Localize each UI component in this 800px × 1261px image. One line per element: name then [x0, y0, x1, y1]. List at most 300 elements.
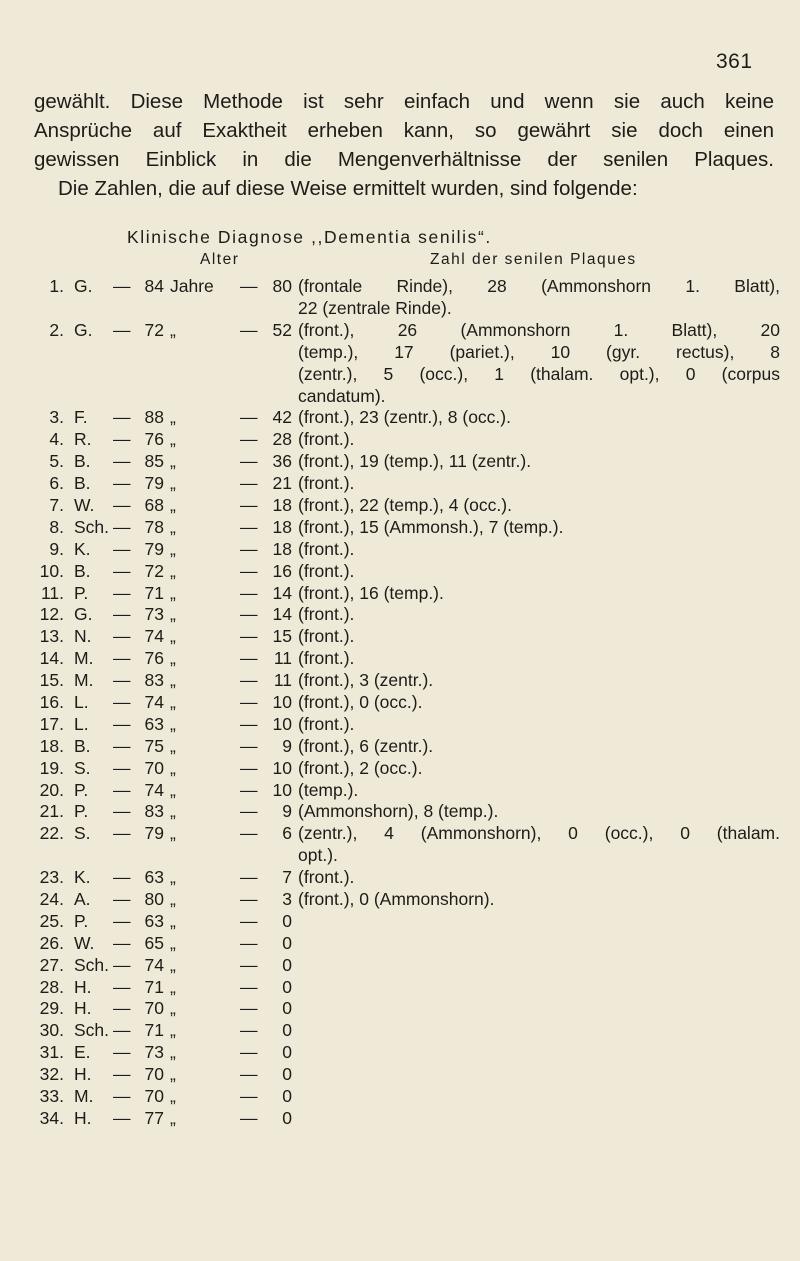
- plaque-count: 16: [272, 560, 292, 581]
- row-number: 20.: [39, 779, 64, 800]
- notes-line: (temp.), 17 (pariet.), 10 (gyr. rectus), 8: [298, 341, 780, 362]
- plaque-location-notes: [298, 320, 780, 408]
- patient-initial: Sch.: [74, 1020, 110, 1041]
- plaque-count: 0: [282, 1086, 292, 1107]
- separator-dash: —: [240, 867, 258, 888]
- plaque-count: 18: [272, 494, 292, 515]
- separator-dash: —: [113, 757, 131, 778]
- row-number: 26.: [39, 932, 64, 953]
- patient-age: 73: [144, 1042, 164, 1063]
- age-column-header: Alter: [200, 251, 240, 268]
- plaque-count: 36: [272, 451, 292, 472]
- plaque-location-notes: [298, 517, 780, 539]
- plaque-location-notes: [298, 670, 780, 692]
- separator-dash: —: [240, 1107, 258, 1128]
- patient-initial: P.: [74, 801, 89, 822]
- plaque-count: 42: [272, 407, 292, 428]
- table-row: [0, 692, 800, 714]
- plaque-location-notes: [298, 539, 780, 561]
- notes-line: (front.).: [298, 626, 355, 647]
- notes-line: 22 (zentrale Rinde).: [298, 297, 452, 318]
- patient-initial: W.: [74, 494, 95, 515]
- separator-dash: —: [113, 670, 131, 691]
- table-row: [0, 670, 800, 692]
- notes-line: (front.), 15 (Ammonsh.), 7 (temp.).: [298, 516, 564, 537]
- age-unit: „: [170, 1042, 176, 1063]
- table-row: [0, 823, 800, 867]
- age-unit: „: [170, 626, 176, 647]
- plaque-count: 7: [282, 867, 292, 888]
- row-number: 17.: [39, 713, 64, 734]
- notes-line: (front.), 26 (Ammonshorn 1. Blatt), 20: [298, 319, 780, 340]
- plaque-count: 14: [272, 604, 292, 625]
- row-number: 18.: [39, 735, 64, 756]
- patient-initial: R.: [74, 429, 92, 450]
- row-number: 13.: [39, 626, 64, 647]
- age-unit: „: [170, 1107, 176, 1128]
- age-unit: „: [170, 867, 176, 888]
- patient-initial: S.: [74, 823, 91, 844]
- separator-dash: —: [113, 954, 131, 975]
- separator-dash: —: [240, 889, 258, 909]
- row-number: 29.: [39, 998, 64, 1019]
- separator-dash: —: [113, 1064, 131, 1085]
- plaque-count: 0: [282, 932, 292, 953]
- intro-line: Ansprüche auf Exaktheit erheben kann, so gewährt sie doch einen: [34, 119, 774, 142]
- patient-initial: Sch.: [74, 954, 110, 975]
- age-unit: „: [170, 670, 176, 691]
- table-row: [0, 517, 800, 539]
- age-unit: „: [170, 757, 176, 778]
- separator-dash: —: [113, 451, 131, 472]
- plaque-count: 52: [272, 319, 292, 340]
- patient-initial: K.: [74, 538, 91, 559]
- plaque-location-notes: [298, 648, 780, 670]
- patient-age: 77: [144, 1107, 164, 1128]
- intro-paragraph: [34, 87, 774, 203]
- notes-line: (zentr.), 4 (Ammonshorn), 0 (occ.), 0 (thalam.: [298, 823, 780, 844]
- separator-dash: —: [113, 276, 131, 296]
- age-unit: „: [170, 560, 176, 581]
- plaque-count: 0: [282, 1042, 292, 1063]
- row-number: 9.: [49, 538, 64, 559]
- plaque-count: 15: [272, 626, 292, 647]
- notes-line: (front.), 22 (temp.), 4 (occ.).: [298, 494, 512, 515]
- patient-age: 70: [144, 998, 164, 1019]
- separator-dash: —: [113, 932, 131, 953]
- patient-initial: P.: [74, 779, 89, 800]
- age-unit: „: [170, 648, 176, 669]
- patient-table: [0, 276, 800, 1130]
- table-row: [0, 780, 800, 802]
- table-row: [0, 1020, 800, 1042]
- separator-dash: —: [240, 473, 258, 494]
- patient-initial: S.: [74, 757, 91, 778]
- separator-dash: —: [113, 889, 131, 909]
- table-row: [0, 561, 800, 583]
- patient-initial: F.: [74, 407, 88, 428]
- age-unit: „: [170, 1020, 176, 1041]
- patient-initial: K.: [74, 867, 91, 888]
- patient-initial: B.: [74, 560, 91, 581]
- row-number: 6.: [49, 473, 64, 494]
- notes-line: (front.), 0 (Ammonshorn).: [298, 889, 495, 909]
- patient-initial: G.: [74, 319, 93, 340]
- separator-dash: —: [240, 1042, 258, 1063]
- age-unit: „: [170, 779, 176, 800]
- age-unit: „: [170, 713, 176, 734]
- patient-age: 74: [144, 779, 164, 800]
- plaque-location-notes: [298, 801, 780, 823]
- plaque-count: 11: [273, 648, 292, 669]
- patient-initial: A.: [74, 889, 91, 909]
- table-row: [0, 583, 800, 605]
- patient-age: 83: [144, 801, 164, 822]
- notes-line: (front.).: [298, 648, 355, 669]
- patient-initial: W.: [74, 932, 95, 953]
- notes-line: opt.).: [298, 845, 338, 866]
- intro-line: gewissen Einblick in die Mengenverhältnisse der senilen Plaques.: [34, 148, 774, 171]
- separator-dash: —: [113, 407, 131, 428]
- patient-age: 83: [144, 670, 164, 691]
- separator-dash: —: [240, 779, 258, 800]
- separator-dash: —: [113, 494, 131, 515]
- age-unit: „: [170, 582, 176, 603]
- patient-age: 71: [144, 582, 164, 603]
- table-row: [0, 1064, 800, 1086]
- separator-dash: —: [240, 560, 258, 581]
- row-number: 14.: [39, 648, 64, 669]
- plaque-location-notes: [298, 692, 780, 714]
- patient-initial: M.: [74, 648, 94, 669]
- separator-dash: —: [240, 626, 258, 647]
- table-row: [0, 977, 800, 999]
- patient-initial: B.: [74, 451, 91, 472]
- row-number: 7.: [49, 494, 64, 515]
- row-number: 11.: [40, 582, 64, 603]
- patient-age: 72: [144, 560, 164, 581]
- separator-dash: —: [240, 1064, 258, 1085]
- plaque-count: 0: [282, 910, 292, 931]
- patient-age: 74: [144, 626, 164, 647]
- page-number: 361: [716, 50, 753, 73]
- notes-line: (front.).: [298, 604, 355, 625]
- age-unit: „: [170, 976, 176, 997]
- plaque-location-notes: [298, 626, 780, 648]
- separator-dash: —: [240, 582, 258, 603]
- plaque-location-notes: [298, 429, 780, 451]
- table-row: [0, 451, 800, 473]
- separator-dash: —: [113, 976, 131, 997]
- patient-initial: E.: [74, 1042, 91, 1063]
- age-unit: „: [170, 954, 176, 975]
- age-unit: „: [170, 407, 176, 428]
- patient-age: 75: [144, 735, 164, 756]
- notes-line: candatum).: [298, 385, 386, 406]
- patient-age: 79: [144, 823, 164, 844]
- age-unit: „: [170, 538, 176, 559]
- count-column-header: Zahl der senilen Plaques: [430, 251, 637, 268]
- intro-line: gewählt. Diese Methode ist sehr einfach und wenn sie auch keine: [34, 90, 774, 113]
- patient-initial: N.: [74, 626, 92, 647]
- notes-line: (frontale Rinde), 28 (Ammonshorn 1. Blatt),: [298, 276, 780, 296]
- separator-dash: —: [113, 648, 131, 669]
- table-row: [0, 758, 800, 780]
- notes-line: (zentr.), 5 (occ.), 1 (thalam. opt.), 0 (corpus: [298, 363, 780, 384]
- table-row: [0, 933, 800, 955]
- separator-dash: —: [240, 276, 258, 296]
- separator-dash: —: [240, 1020, 258, 1041]
- separator-dash: —: [240, 932, 258, 953]
- row-number: 5.: [49, 451, 64, 472]
- separator-dash: —: [113, 319, 131, 340]
- plaque-count: 0: [282, 1107, 292, 1128]
- table-row: [0, 1108, 800, 1130]
- table-caption: Klinische Diagnose ,,Dementia senilis“.: [127, 227, 492, 247]
- separator-dash: —: [240, 757, 258, 778]
- table-row: [0, 276, 800, 320]
- plaque-location-notes: [298, 758, 780, 780]
- row-number: 16.: [39, 691, 64, 712]
- table-row: [0, 1042, 800, 1064]
- patient-age: 63: [144, 713, 164, 734]
- row-number: 32.: [39, 1064, 64, 1085]
- row-number: 19.: [39, 757, 64, 778]
- separator-dash: —: [113, 604, 131, 625]
- patient-age: 70: [144, 1064, 164, 1085]
- table-row: [0, 736, 800, 758]
- age-unit: „: [170, 451, 176, 472]
- patient-age: 73: [144, 604, 164, 625]
- plaque-count: 0: [282, 976, 292, 997]
- row-number: 8.: [49, 516, 64, 537]
- row-number: 28.: [39, 976, 64, 997]
- separator-dash: —: [113, 691, 131, 712]
- row-number: 4.: [49, 429, 64, 450]
- table-row: [0, 539, 800, 561]
- notes-line: (front.).: [298, 713, 355, 734]
- separator-dash: —: [240, 713, 258, 734]
- row-number: 23.: [39, 867, 64, 888]
- table-row: [0, 604, 800, 626]
- plaque-count: 18: [272, 516, 292, 537]
- separator-dash: —: [240, 319, 258, 340]
- intro-line: Die Zahlen, die auf diese Weise ermittelt wurden, sind folgende:: [58, 177, 638, 200]
- age-unit: „: [170, 735, 176, 756]
- plaque-count: 11: [273, 670, 292, 691]
- patient-age: 65: [144, 932, 164, 953]
- plaque-count: 14: [272, 582, 292, 603]
- row-number: 34.: [39, 1107, 64, 1128]
- separator-dash: —: [113, 1020, 131, 1041]
- row-number: 2.: [49, 319, 64, 340]
- notes-line: (front.).: [298, 560, 355, 581]
- notes-line: (front.).: [298, 473, 355, 494]
- plaque-count: 0: [282, 1064, 292, 1085]
- notes-line: (front.), 0 (occ.).: [298, 691, 423, 712]
- separator-dash: —: [113, 735, 131, 756]
- table-row: [0, 473, 800, 495]
- separator-dash: —: [240, 429, 258, 450]
- age-unit: „: [170, 910, 176, 931]
- plaque-count: 0: [282, 1020, 292, 1041]
- separator-dash: —: [240, 604, 258, 625]
- patient-initial: H.: [74, 976, 92, 997]
- patient-age: 74: [144, 954, 164, 975]
- table-row: [0, 429, 800, 451]
- row-number: 33.: [39, 1086, 64, 1107]
- notes-line: (front.), 3 (zentr.).: [298, 670, 434, 691]
- plaque-count: 80: [272, 276, 292, 296]
- patient-initial: B.: [74, 735, 91, 756]
- plaque-location-notes: [298, 823, 780, 867]
- table-row: [0, 867, 800, 889]
- notes-line: (front.), 19 (temp.), 11 (zentr.).: [298, 451, 532, 472]
- plaque-location-notes: [298, 473, 780, 495]
- plaque-location-notes: [298, 780, 780, 802]
- patient-age: 80: [144, 889, 164, 909]
- plaque-location-notes: [298, 867, 780, 889]
- row-number: 30.: [39, 1020, 64, 1041]
- separator-dash: —: [113, 713, 131, 734]
- plaque-location-notes: [298, 495, 780, 517]
- separator-dash: —: [113, 473, 131, 494]
- plaque-location-notes: [298, 736, 780, 758]
- notes-line: (Ammonshorn), 8 (temp.).: [298, 801, 499, 822]
- table-row: [0, 889, 800, 911]
- table-row: [0, 495, 800, 517]
- separator-dash: —: [113, 582, 131, 603]
- patient-age: 71: [144, 1020, 164, 1041]
- plaque-location-notes: [298, 561, 780, 583]
- patient-age: 70: [144, 757, 164, 778]
- patient-age: 71: [144, 976, 164, 997]
- age-unit: „: [170, 801, 176, 822]
- patient-age: 76: [144, 429, 164, 450]
- separator-dash: —: [240, 538, 258, 559]
- age-unit: „: [170, 691, 176, 712]
- plaque-count: 0: [282, 998, 292, 1019]
- row-number: 22.: [39, 823, 64, 844]
- age-unit: „: [170, 932, 176, 953]
- plaque-count: 28: [272, 429, 292, 450]
- patient-initial: G.: [74, 604, 93, 625]
- separator-dash: —: [240, 407, 258, 428]
- plaque-count: 18: [272, 538, 292, 559]
- separator-dash: —: [240, 1086, 258, 1107]
- separator-dash: —: [113, 429, 131, 450]
- separator-dash: —: [113, 801, 131, 822]
- separator-dash: —: [240, 516, 258, 537]
- separator-dash: —: [240, 735, 258, 756]
- table-row: [0, 911, 800, 933]
- separator-dash: —: [113, 516, 131, 537]
- separator-dash: —: [113, 1107, 131, 1128]
- patient-initial: Sch.: [74, 516, 110, 537]
- separator-dash: —: [113, 538, 131, 559]
- plaque-count: 3: [282, 889, 292, 909]
- row-number: 1.: [49, 276, 64, 296]
- age-unit: „: [170, 998, 176, 1019]
- notes-line: (front.).: [298, 538, 355, 559]
- patient-age: 74: [144, 691, 164, 712]
- separator-dash: —: [240, 691, 258, 712]
- plaque-location-notes: [298, 889, 780, 911]
- plaque-count: 10: [272, 713, 292, 734]
- table-row: [0, 955, 800, 977]
- separator-dash: —: [240, 801, 258, 822]
- patient-initial: L.: [74, 691, 89, 712]
- plaque-count: 10: [272, 779, 292, 800]
- notes-line: (front.).: [298, 867, 355, 888]
- row-number: 10.: [39, 560, 64, 581]
- patient-age: 63: [144, 867, 164, 888]
- row-number: 24.: [39, 889, 64, 909]
- plaque-count: 9: [282, 801, 292, 822]
- patient-age: 76: [144, 648, 164, 669]
- separator-dash: —: [240, 910, 258, 931]
- plaque-location-notes: [298, 451, 780, 473]
- patient-age: 79: [144, 538, 164, 559]
- row-number: 21.: [39, 801, 64, 822]
- separator-dash: —: [240, 954, 258, 975]
- separator-dash: —: [240, 670, 258, 691]
- notes-line: (front.), 16 (temp.).: [298, 582, 444, 603]
- plaque-location-notes: [298, 407, 780, 429]
- table-row: [0, 998, 800, 1020]
- patient-age: 68: [144, 494, 164, 515]
- patient-initial: P.: [74, 582, 89, 603]
- table-row: [0, 648, 800, 670]
- plaque-count: 21: [272, 473, 292, 494]
- row-number: 31.: [39, 1042, 64, 1063]
- patient-initial: H.: [74, 1064, 92, 1085]
- plaque-count: 6: [282, 823, 292, 844]
- patient-initial: G.: [74, 276, 93, 296]
- age-unit: Jahre: [170, 276, 214, 296]
- plaque-location-notes: [298, 276, 780, 320]
- separator-dash: —: [113, 1042, 131, 1063]
- separator-dash: —: [240, 823, 258, 844]
- plaque-location-notes: [298, 583, 780, 605]
- separator-dash: —: [113, 998, 131, 1019]
- notes-line: (front.), 6 (zentr.).: [298, 735, 434, 756]
- patient-initial: B.: [74, 473, 91, 494]
- separator-dash: —: [113, 910, 131, 931]
- patient-initial: M.: [74, 670, 94, 691]
- plaque-location-notes: [298, 604, 780, 626]
- separator-dash: —: [240, 998, 258, 1019]
- patient-age: 78: [144, 516, 164, 537]
- patient-initial: L.: [74, 713, 89, 734]
- patient-age: 88: [144, 407, 164, 428]
- separator-dash: —: [113, 867, 131, 888]
- separator-dash: —: [240, 976, 258, 997]
- patient-age: 63: [144, 910, 164, 931]
- plaque-count: 10: [272, 691, 292, 712]
- age-unit: „: [170, 516, 176, 537]
- table-row: [0, 714, 800, 736]
- age-unit: „: [170, 1064, 176, 1085]
- separator-dash: —: [240, 648, 258, 669]
- table-row: [0, 320, 800, 408]
- row-number: 3.: [49, 407, 64, 428]
- age-unit: „: [170, 429, 176, 450]
- patient-initial: H.: [74, 998, 92, 1019]
- separator-dash: —: [113, 823, 131, 844]
- table-row: [0, 801, 800, 823]
- age-unit: „: [170, 494, 176, 515]
